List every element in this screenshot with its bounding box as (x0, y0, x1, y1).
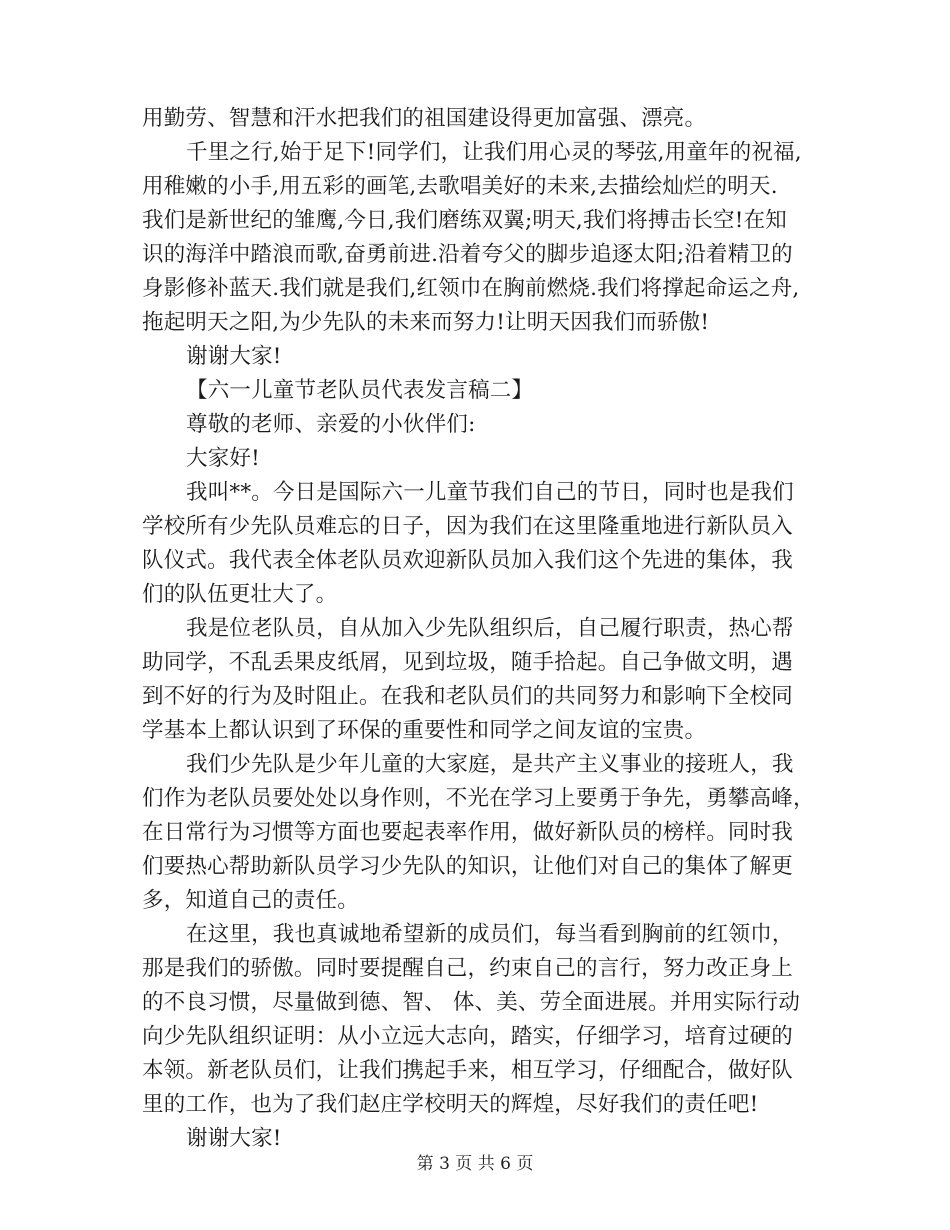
text-line: 在这里，我也真诚地希望新的成员们，每当看到胸前的红领巾， (186, 922, 794, 947)
text-line: 到不好的行为及时阻止。在我和老队员们的共同努力和影响下全校同 (142, 684, 794, 709)
text-line: 身影修补蓝天.我们就是我们,红领巾在胸前燃烧.我们将撑起命运之舟, (142, 276, 800, 301)
text-line: 拖起明天之阳,为少先队的未来而努力!让明天因我们而骄傲! (142, 310, 710, 335)
text-line: 本领。新老队员们，让我们携起手来，相互学习，仔细配合，做好队 (142, 1058, 794, 1083)
text-line: 们要热心帮助新队员学习少先队的知识，让他们对自己的集体了解更 (142, 854, 794, 879)
text-line: 学基本上都认识到了环保的重要性和同学之间友谊的宝贵。 (142, 718, 707, 743)
text-line: 我是位老队员，自从加入少先队组织后，自己履行职责，热心帮 (186, 616, 794, 641)
text-line: 学校所有少先队员难忘的日子，因为我们在这里隆重地进行新队员入 (142, 514, 794, 539)
text-line: 我叫**。今日是国际六一儿童节我们自己的节日，同时也是我们 (186, 480, 794, 505)
text-line: 多，知道自己的责任。 (142, 888, 360, 913)
text-line: 助同学，不乱丢果皮纸屑，见到垃圾，随手拾起。自己争做文明，遇 (142, 650, 794, 675)
text-line: 我们是新世纪的雏鹰,今日,我们磨练双翼;明天,我们将搏击长空!在知 (142, 208, 787, 233)
text-line: 在日常行为习惯等方面也要起表率作用，做好新队员的榜样。同时我 (142, 820, 794, 845)
text-line: 用勤劳、智慧和汗水把我们的祖国建设得更加富强、漂亮。 (142, 106, 707, 131)
closing-thanks: 谢谢大家! (186, 1126, 282, 1151)
page-footer: 第 3 页 共 6 页 (416, 1154, 534, 1174)
text-line: 用稚嫩的小手,用五彩的画笔,去歌唱美好的未来,去描绘灿烂的明天. (142, 174, 778, 199)
text-line: 们作为老队员要处处以身作则，不光在学习上要勇于争先，勇攀高峰， (142, 786, 815, 811)
salutation: 尊敬的老师、亲爱的小伙伴们: (186, 412, 476, 437)
text-line: 向少先队组织证明：从小立远大志向，踏实，仔细学习，培育过硬的 (142, 1024, 794, 1049)
text-line: 们的队伍更壮大了。 (142, 582, 338, 607)
text-line: 的不良习惯，尽量做到德、智、 体、美、劳全面进展。并用实际行动 (142, 990, 801, 1015)
text-line: 我们少先队是少年儿童的大家庭，是共产主义事业的接班人，我 (186, 752, 794, 777)
closing-thanks: 谢谢大家! (186, 344, 282, 369)
document-body (142, 102, 815, 1156)
text-line: 那是我们的骄傲。同时要提醒自己，约束自己的言行，努力改正身上 (142, 956, 794, 981)
text-line: 队仪式。我代表全体老队员欢迎新队员加入我们这个先进的集体，我 (142, 548, 794, 573)
section-heading: 【六一儿童节老队员代表发言稿二】 (186, 378, 534, 403)
greeting: 大家好! (186, 446, 260, 471)
text-line: 千里之行,始于足下!同学们，让我们用心灵的琴弦,用童年的祝福, (186, 140, 802, 165)
text-line: 里的工作，也为了我们赵庄学校明天的辉煌，尽好我们的责任吧! (142, 1092, 759, 1117)
text-line: 识的海洋中踏浪而歌,奋勇前进.沿着夸父的脚步追逐太阳;沿着精卫的 (142, 242, 793, 267)
